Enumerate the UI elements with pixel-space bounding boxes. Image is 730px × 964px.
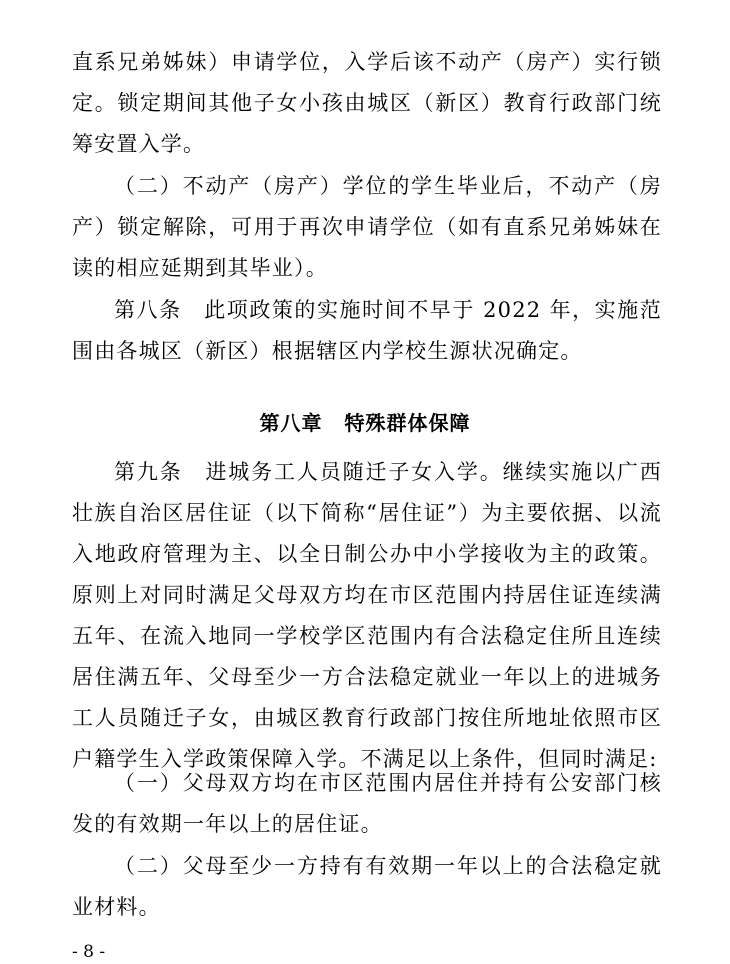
- paragraph-article-nine: 第九条 进城务工人员随迁子女入学。继续实施以广西壮族自治区居住证（以下简称“居住证”）为主要依据、以流入地政府管理为主、以全日制公办中小学接收为主的政策。原则上对同时满足父母双方均在市区范围内持居住证连续满五年、在流入地同一学校学区范围内有合法稳定住所且连续居住满五年、父母至少一方合法稳定就业一年以上的进城务工人员随迁子女，由城区教育行政部门按住所地址依照市区户籍学生入学政策保障入学。不满足以上条件，但同时满足:: [72, 460, 662, 771]
- page-number: - 8 -: [72, 942, 106, 962]
- paragraph-item-two-unlock: （二）不动产（房产）学位的学生毕业后，不动产（房产）锁定解除，可用于再次申请学位（如有直系兄弟姊妹在读的相应延期到其毕业）。: [72, 174, 662, 280]
- paragraph-condition-two: （二）父母至少一方持有有效期一年以上的合法稳定就业材料。: [72, 854, 662, 919]
- paragraph-condition-one: （一）父母双方均在市区范围内居住并持有公安部门核发的有效期一年以上的居住证。: [72, 771, 662, 836]
- paragraph-article-eight: 第八条 此项政策的实施时间不早于 2022 年，实施范围由各城区（新区）根据辖区内学校生源状况确定。: [72, 298, 662, 363]
- chapter-heading: [0, 408, 730, 438]
- paragraph-lock-continuation: 直系兄弟姊妹）申请学位，入学后该不动产（房产）实行锁定。锁定期间其他子女小孩由城区（新区）教育行政部门统筹安置入学。: [72, 50, 662, 156]
- chapter-number: 第八章: [259, 411, 323, 435]
- chapter-title: 特殊群体保障: [344, 411, 471, 435]
